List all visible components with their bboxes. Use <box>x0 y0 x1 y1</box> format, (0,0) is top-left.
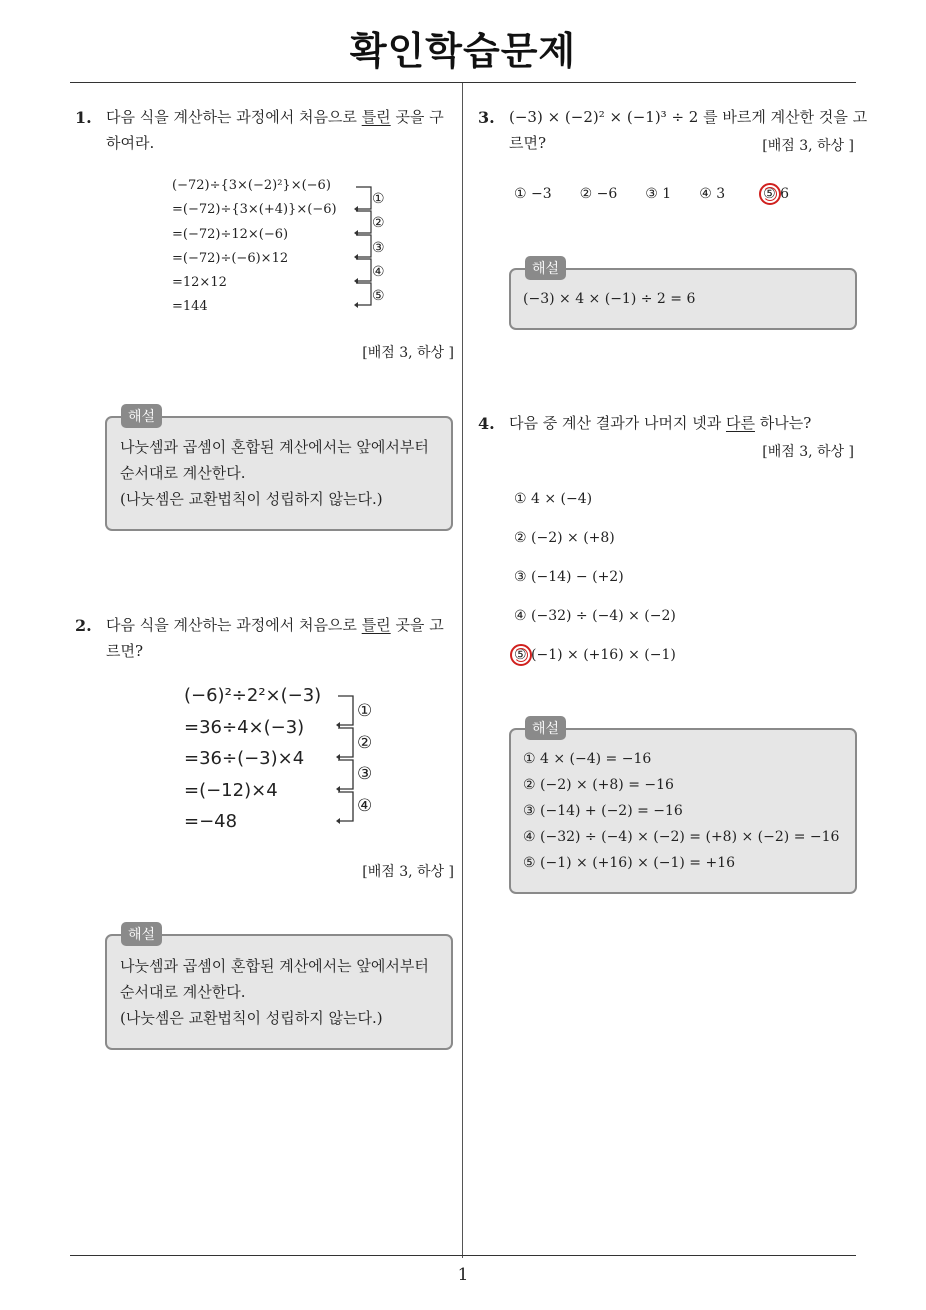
q1-prompt-underlined: 틀린 <box>361 108 391 126</box>
q1-number: 1. <box>75 108 92 127</box>
q4-number: 4. <box>478 414 495 433</box>
q2-markers <box>357 696 372 822</box>
q2-solution-line: 나눗셈과 곱셈이 혼합된 계산에서는 앞에서부터 <box>120 957 429 975</box>
q3-answer-value: 6 <box>780 186 790 202</box>
q3-answer-marker: ⑤ <box>763 186 776 202</box>
page-title: 확인학습문제 <box>349 29 577 73</box>
q1-solution-line: (나눗셈은 교환법칙이 성립하지 않는다.) <box>120 490 383 508</box>
q4-solution-line: ③ (−14) + (−2) = −16 <box>523 803 683 819</box>
q1-step: (−72)÷{3×(−2)²}×(−6) <box>172 178 331 193</box>
q1-solution-tag: 해설 <box>121 404 162 428</box>
q1-prompt <box>106 104 456 156</box>
q3-choices <box>514 186 789 202</box>
q4-prompt-a: 다음 중 계산 결과가 나머지 넷과 <box>509 414 726 432</box>
q1-marker: ① <box>372 191 385 207</box>
q3-choice: ① −3 <box>514 186 552 202</box>
q3-solution-tag: 해설 <box>525 256 566 280</box>
q4-prompt-b: 하나는? <box>754 414 812 432</box>
q2-solution-line: (나눗셈은 교환법칙이 성립하지 않는다.) <box>120 1009 383 1027</box>
q2-step: =36÷(−3)×4 <box>184 748 305 769</box>
q4-prompt-underlined: 다른 <box>725 414 755 432</box>
q1-step: =(−72)÷(−6)×12 <box>172 250 289 266</box>
q3-choice: ④ 3 <box>699 186 726 202</box>
q4-solution-line: ① 4 × (−4) = −16 <box>523 751 652 767</box>
q2-marker: ③ <box>357 764 373 784</box>
q1-marker: ② <box>372 215 385 232</box>
q4-prompt <box>509 410 811 436</box>
q3-choice: ② −6 <box>579 186 618 202</box>
q1-solution-line: 나눗셈과 곱셈이 혼합된 계산에서는 앞에서부터 <box>120 438 429 456</box>
q1-score: [배점 3, 하상 ] <box>362 345 454 361</box>
q4-answer-option <box>514 647 676 663</box>
q4-option: ② (−2) × (+8) <box>514 530 615 546</box>
q3-score: [배점 3, 하상 ] <box>762 138 854 154</box>
q4-answer-circle <box>510 644 532 666</box>
q1-marker: ⑤ <box>372 288 385 305</box>
q1-prompt-a: 다음 식을 계산하는 과정에서 처음으로 <box>106 108 362 126</box>
q3-prompt-line1: (−3) × (−2)² × (−1)³ ÷ 2 를 바르게 계산한 것을 고 <box>509 108 868 126</box>
q2-prompt-line2: 르면? <box>106 642 144 660</box>
q2-marker: ② <box>357 732 373 753</box>
q3-number: 3. <box>478 108 495 127</box>
q3-solution-line: (−3) × 4 × (−1) ÷ 2 = 6 <box>523 291 696 307</box>
q4-score: [배점 3, 하상 ] <box>762 444 854 460</box>
q2-solution-box <box>105 927 453 1050</box>
q1-solution-line: 순서대로 계산한다. <box>120 464 246 482</box>
q1-step: =144 <box>172 299 208 315</box>
q1-solution-box <box>105 409 453 531</box>
q4-solution-tag: 해설 <box>525 716 566 740</box>
q2-step: (−6)²÷2²×(−3) <box>184 685 322 706</box>
q1-markers <box>372 187 385 308</box>
q1-prompt-b: 곳을 구 <box>390 108 444 126</box>
q3-answer-choice <box>763 186 789 202</box>
q4-option: ① 4 × (−4) <box>514 491 593 507</box>
q2-prompt-a: 다음 식을 계산하는 과정에서 처음으로 <box>106 616 362 634</box>
q4-solution-line: ② (−2) × (+8) = −16 <box>523 777 674 793</box>
q1-steps <box>172 174 337 320</box>
column-divider <box>462 83 463 1258</box>
q4-option: ③ (−14) − (+2) <box>514 569 624 585</box>
q4-solution-box <box>509 721 857 894</box>
q2-number: 2. <box>75 616 92 635</box>
q3-answer-circle <box>759 183 781 205</box>
q1-marker: ③ <box>372 239 385 256</box>
q4-solution-line: ⑤ (−1) × (+16) × (−1) = +16 <box>523 855 736 871</box>
page-number: 1 <box>457 1265 469 1285</box>
q2-prompt-underlined: 틀린 <box>361 616 391 634</box>
q2-step: =−48 <box>184 811 238 832</box>
q3-solution-box <box>509 261 857 330</box>
q4-answer-value: (−1) × (+16) × (−1) <box>531 647 676 663</box>
q2-step: =36÷4×(−3) <box>184 716 305 738</box>
q2-steps <box>184 680 321 838</box>
top-rule <box>70 82 856 83</box>
q2-solution-tag: 해설 <box>121 922 162 946</box>
q3-prompt-line2: 르면? <box>509 134 547 152</box>
q2-step: =(−12)×4 <box>184 779 278 801</box>
q3-choice: ③ 1 <box>645 186 672 202</box>
q2-marker: ④ <box>357 795 373 816</box>
q2-prompt-b: 곳을 고 <box>390 616 444 634</box>
q1-step: =(−72)÷{3×(+4)}×(−6) <box>172 202 337 218</box>
q1-step: =(−72)÷12×(−6) <box>172 226 289 242</box>
q4-option: ④ (−32) ÷ (−4) × (−2) <box>514 608 676 624</box>
q2-prompt <box>106 612 456 664</box>
q1-marker: ④ <box>372 263 385 280</box>
q4-solution-line: ④ (−32) ÷ (−4) × (−2) = (+8) × (−2) = −16 <box>523 829 840 845</box>
q1-prompt-line2: 하여라. <box>106 134 155 152</box>
q1-step: =12×12 <box>172 275 227 291</box>
q2-solution-line: 순서대로 계산한다. <box>120 983 246 1001</box>
bottom-rule <box>70 1255 856 1256</box>
q2-marker: ① <box>357 701 373 721</box>
q2-score: [배점 3, 하상 ] <box>362 864 454 880</box>
q4-answer-marker: ⑤ <box>514 647 527 663</box>
